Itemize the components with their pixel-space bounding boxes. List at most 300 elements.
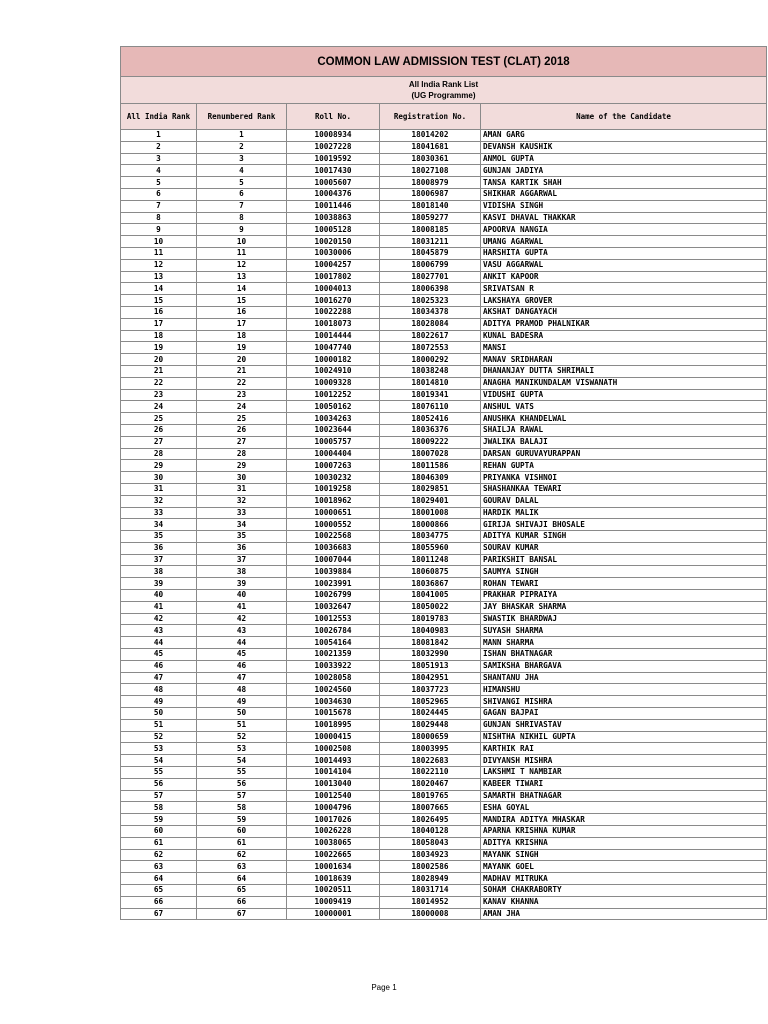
registration-no-cell: 18003995 [380,743,481,755]
col-header-candidate-name: Name of the Candidate [481,104,767,130]
renumbered-rank-cell: 11 [197,247,287,259]
renumbered-rank-cell: 18 [197,330,287,342]
table-row [121,177,767,189]
all-india-rank-cell: 17 [121,318,197,330]
renumbered-rank-cell: 52 [197,731,287,743]
candidate-name-cell: MANSI [481,342,767,354]
roll-no-cell: 10000415 [287,731,380,743]
candidate-name-cell: ADITYA KRISHNA [481,837,767,849]
renumbered-rank-cell: 19 [197,342,287,354]
candidate-name-cell: SHAILJA RAWAL [481,424,767,436]
registration-no-cell: 18072553 [380,342,481,354]
table-row [121,259,767,271]
renumbered-rank-cell: 24 [197,401,287,413]
renumbered-rank-cell: 35 [197,531,287,543]
all-india-rank-cell: 18 [121,330,197,342]
page-number: Page 1 [371,983,397,992]
roll-no-cell: 10032647 [287,601,380,613]
renumbered-rank-cell: 64 [197,873,287,885]
renumbered-rank-cell: 48 [197,684,287,696]
candidate-name-cell: AMAN JHA [481,908,767,920]
roll-no-cell: 10011446 [287,200,380,212]
registration-no-cell: 18018140 [380,200,481,212]
candidate-name-cell: VIDUSHI GUPTA [481,389,767,401]
all-india-rank-cell: 4 [121,165,197,177]
all-india-rank-cell: 58 [121,802,197,814]
table-row [121,767,767,779]
registration-no-cell: 18029851 [380,483,481,495]
candidate-name-cell: DARSAN GURUVAYURAPPAN [481,448,767,460]
candidate-name-cell: LAKSHMI T NAMBIAR [481,767,767,779]
table-row [121,708,767,720]
candidate-name-cell: GOURAV DALAL [481,495,767,507]
roll-no-cell: 10014104 [287,767,380,779]
candidate-name-cell: PRAKHAR PIPRAIYA [481,590,767,602]
renumbered-rank-cell: 61 [197,837,287,849]
all-india-rank-cell: 65 [121,885,197,897]
candidate-name-cell: DHANANJAY DUTTA SHRIMALI [481,365,767,377]
candidate-name-cell: HIMANSHU [481,684,767,696]
roll-no-cell: 10004257 [287,259,380,271]
roll-no-cell: 10005607 [287,177,380,189]
renumbered-rank-cell: 9 [197,224,287,236]
registration-no-cell: 18032990 [380,649,481,661]
all-india-rank-cell: 11 [121,247,197,259]
all-india-rank-cell: 40 [121,590,197,602]
roll-no-cell: 10027228 [287,141,380,153]
candidate-name-cell: MANN SHARMA [481,637,767,649]
candidate-name-cell: GUNJAN SHRIVASTAV [481,719,767,731]
registration-no-cell: 18034378 [380,306,481,318]
all-india-rank-cell: 56 [121,778,197,790]
registration-no-cell: 18000659 [380,731,481,743]
col-header-roll-no: Roll No. [287,104,380,130]
roll-no-cell: 10017430 [287,165,380,177]
registration-no-cell: 18028949 [380,873,481,885]
all-india-rank-cell: 12 [121,259,197,271]
candidate-name-cell: SRIVATSAN R [481,283,767,295]
roll-no-cell: 10000001 [287,908,380,920]
all-india-rank-cell: 52 [121,731,197,743]
all-india-rank-cell: 57 [121,790,197,802]
renumbered-rank-cell: 16 [197,306,287,318]
renumbered-rank-cell: 12 [197,259,287,271]
table-row [121,755,767,767]
candidate-name-cell: HARDIK MALIK [481,507,767,519]
registration-no-cell: 18050022 [380,601,481,613]
registration-no-cell: 18055960 [380,542,481,554]
candidate-name-cell: MANAV SRIDHARAN [481,354,767,366]
candidate-name-cell: MADHAV MITRUKA [481,873,767,885]
candidate-name-cell: ANMOL GUPTA [481,153,767,165]
renumbered-rank-cell: 21 [197,365,287,377]
registration-no-cell: 18037723 [380,684,481,696]
renumbered-rank-cell: 46 [197,660,287,672]
table-row [121,472,767,484]
all-india-rank-cell: 5 [121,177,197,189]
table-row [121,731,767,743]
table-row [121,377,767,389]
column-header-row [121,104,767,130]
renumbered-rank-cell: 30 [197,472,287,484]
candidate-name-cell: SAMIKSHA BHARGAVA [481,660,767,672]
roll-no-cell: 10004404 [287,448,380,460]
roll-no-cell: 10030232 [287,472,380,484]
renumbered-rank-cell: 23 [197,389,287,401]
registration-no-cell: 18008185 [380,224,481,236]
all-india-rank-cell: 59 [121,814,197,826]
all-india-rank-cell: 38 [121,566,197,578]
roll-no-cell: 10020511 [287,885,380,897]
table-row [121,424,767,436]
registration-no-cell: 18000292 [380,354,481,366]
registration-no-cell: 18030361 [380,153,481,165]
renumbered-rank-cell: 15 [197,295,287,307]
table-row [121,849,767,861]
table-row [121,826,767,838]
table-row [121,283,767,295]
roll-no-cell: 10024910 [287,365,380,377]
registration-no-cell: 18052965 [380,696,481,708]
subtitle [121,77,767,104]
renumbered-rank-cell: 45 [197,649,287,661]
table-row [121,247,767,259]
renumbered-rank-cell: 42 [197,613,287,625]
candidate-name-cell: ANAGHA MANIKUNDALAM VISWANATH [481,377,767,389]
candidate-name-cell: SHIKHAR AGGARWAL [481,188,767,200]
renumbered-rank-cell: 33 [197,507,287,519]
all-india-rank-cell: 55 [121,767,197,779]
renumbered-rank-cell: 34 [197,519,287,531]
table-row [121,837,767,849]
renumbered-rank-cell: 38 [197,566,287,578]
roll-no-cell: 10038065 [287,837,380,849]
roll-no-cell: 10034263 [287,413,380,425]
all-india-rank-cell: 44 [121,637,197,649]
all-india-rank-cell: 67 [121,908,197,920]
candidate-name-cell: SUYASH SHARMA [481,625,767,637]
table-row [121,495,767,507]
renumbered-rank-cell: 59 [197,814,287,826]
all-india-rank-cell: 21 [121,365,197,377]
registration-no-cell: 18014952 [380,896,481,908]
all-india-rank-cell: 6 [121,188,197,200]
table-row [121,153,767,165]
registration-no-cell: 18007028 [380,448,481,460]
registration-no-cell: 18002586 [380,861,481,873]
candidate-name-cell: DEVANSH KAUSHIK [481,141,767,153]
table-row [121,236,767,248]
registration-no-cell: 18081842 [380,637,481,649]
roll-no-cell: 10000552 [287,519,380,531]
roll-no-cell: 10026228 [287,826,380,838]
registration-no-cell: 18034923 [380,849,481,861]
roll-no-cell: 10021359 [287,649,380,661]
roll-no-cell: 10002508 [287,743,380,755]
renumbered-rank-cell: 20 [197,354,287,366]
table-row [121,318,767,330]
registration-no-cell: 18024445 [380,708,481,720]
registration-no-cell: 18011248 [380,554,481,566]
candidate-name-cell: ANKIT KAPOOR [481,271,767,283]
registration-no-cell: 18041005 [380,590,481,602]
table-row [121,330,767,342]
table-row [121,436,767,448]
roll-no-cell: 10028058 [287,672,380,684]
registration-no-cell: 18000866 [380,519,481,531]
candidate-name-cell: HARSHITA GUPTA [481,247,767,259]
registration-no-cell: 18045879 [380,247,481,259]
renumbered-rank-cell: 32 [197,495,287,507]
renumbered-rank-cell: 58 [197,802,287,814]
registration-no-cell: 18027701 [380,271,481,283]
table-row [121,802,767,814]
all-india-rank-cell: 45 [121,649,197,661]
registration-no-cell: 18060875 [380,566,481,578]
renumbered-rank-cell: 27 [197,436,287,448]
all-india-rank-cell: 66 [121,896,197,908]
renumbered-rank-cell: 39 [197,578,287,590]
renumbered-rank-cell: 53 [197,743,287,755]
candidate-name-cell: VIDISHA SINGH [481,200,767,212]
roll-no-cell: 10001634 [287,861,380,873]
registration-no-cell: 18014810 [380,377,481,389]
registration-no-cell: 18031211 [380,236,481,248]
renumbered-rank-cell: 41 [197,601,287,613]
candidate-name-cell: PARIKSHIT BANSAL [481,554,767,566]
roll-no-cell: 10026784 [287,625,380,637]
all-india-rank-cell: 63 [121,861,197,873]
roll-no-cell: 10012553 [287,613,380,625]
all-india-rank-cell: 14 [121,283,197,295]
candidate-name-cell: SAUMYA SINGH [481,566,767,578]
all-india-rank-cell: 15 [121,295,197,307]
all-india-rank-cell: 35 [121,531,197,543]
all-india-rank-cell: 13 [121,271,197,283]
all-india-rank-cell: 22 [121,377,197,389]
candidate-name-cell: NISHTHA NIKHIL GUPTA [481,731,767,743]
registration-no-cell: 18036376 [380,424,481,436]
table-row [121,389,767,401]
all-india-rank-cell: 19 [121,342,197,354]
table-row [121,519,767,531]
renumbered-rank-cell: 67 [197,908,287,920]
table-row [121,224,767,236]
candidate-name-cell: LAKSHAYA GROVER [481,295,767,307]
registration-no-cell: 18000008 [380,908,481,920]
registration-no-cell: 18001008 [380,507,481,519]
registration-no-cell: 18029448 [380,719,481,731]
candidate-name-cell: ROHAN TEWARI [481,578,767,590]
table-row [121,672,767,684]
candidate-name-cell: KANAV KHANNA [481,896,767,908]
registration-no-cell: 18038248 [380,365,481,377]
candidate-name-cell: ANSHUL VATS [481,401,767,413]
candidate-name-cell: MAYANK GOEL [481,861,767,873]
renumbered-rank-cell: 37 [197,554,287,566]
roll-no-cell: 10008934 [287,130,380,142]
renumbered-rank-cell: 22 [197,377,287,389]
table-row [121,885,767,897]
all-india-rank-cell: 9 [121,224,197,236]
all-india-rank-cell: 30 [121,472,197,484]
table-row [121,200,767,212]
roll-no-cell: 10004376 [287,188,380,200]
registration-no-cell: 18042951 [380,672,481,684]
table-row [121,460,767,472]
candidate-name-cell: ADITYA PRAMOD PHALNIKAR [481,318,767,330]
registration-no-cell: 18019783 [380,613,481,625]
renumbered-rank-cell: 5 [197,177,287,189]
table-row [121,542,767,554]
all-india-rank-cell: 49 [121,696,197,708]
roll-no-cell: 10017802 [287,271,380,283]
renumbered-rank-cell: 6 [197,188,287,200]
roll-no-cell: 10018639 [287,873,380,885]
all-india-rank-cell: 41 [121,601,197,613]
table-row [121,295,767,307]
roll-no-cell: 10023644 [287,424,380,436]
title-row [121,47,767,77]
roll-no-cell: 10018073 [287,318,380,330]
registration-no-cell: 18040983 [380,625,481,637]
roll-no-cell: 10023991 [287,578,380,590]
candidate-name-cell: AKSHAT DANGAYACH [481,306,767,318]
all-india-rank-cell: 7 [121,200,197,212]
all-india-rank-cell: 8 [121,212,197,224]
roll-no-cell: 10009328 [287,377,380,389]
registration-no-cell: 18028084 [380,318,481,330]
candidate-name-cell: ISHAN BHATNAGAR [481,649,767,661]
table-row [121,778,767,790]
roll-no-cell: 10038863 [287,212,380,224]
col-header-registration-no: Registration No. [380,104,481,130]
candidate-name-cell: SWASTIK BHARDWAJ [481,613,767,625]
renumbered-rank-cell: 51 [197,719,287,731]
registration-no-cell: 18052416 [380,413,481,425]
registration-no-cell: 18051913 [380,660,481,672]
candidate-name-cell: TANSA KARTIK SHAH [481,177,767,189]
table-row [121,590,767,602]
roll-no-cell: 10020150 [287,236,380,248]
renumbered-rank-cell: 54 [197,755,287,767]
table-row [121,660,767,672]
roll-no-cell: 10009419 [287,896,380,908]
registration-no-cell: 18029401 [380,495,481,507]
table-row [121,188,767,200]
candidate-name-cell: MAYANK SINGH [481,849,767,861]
registration-no-cell: 18008979 [380,177,481,189]
roll-no-cell: 10017026 [287,814,380,826]
all-india-rank-cell: 28 [121,448,197,460]
all-india-rank-cell: 50 [121,708,197,720]
all-india-rank-cell: 16 [121,306,197,318]
renumbered-rank-cell: 2 [197,141,287,153]
candidate-name-cell: ADITYA KUMAR SINGH [481,531,767,543]
all-india-rank-cell: 61 [121,837,197,849]
table-row [121,130,767,142]
registration-no-cell: 18006799 [380,259,481,271]
all-india-rank-cell: 51 [121,719,197,731]
table-row [121,684,767,696]
candidate-name-cell: MANDIRA ADITYA MHASKAR [481,814,767,826]
all-india-rank-cell: 23 [121,389,197,401]
renumbered-rank-cell: 25 [197,413,287,425]
all-india-rank-cell: 24 [121,401,197,413]
renumbered-rank-cell: 40 [197,590,287,602]
registration-no-cell: 18046309 [380,472,481,484]
all-india-rank-cell: 34 [121,519,197,531]
roll-no-cell: 10007263 [287,460,380,472]
registration-no-cell: 18011586 [380,460,481,472]
roll-no-cell: 10034630 [287,696,380,708]
table-body [121,130,767,920]
all-india-rank-cell: 42 [121,613,197,625]
table-row [121,483,767,495]
roll-no-cell: 10000651 [287,507,380,519]
roll-no-cell: 10033922 [287,660,380,672]
table-row [121,271,767,283]
all-india-rank-cell: 43 [121,625,197,637]
subtitle-row [121,77,767,104]
candidate-name-cell: VASU AGGARWAL [481,259,767,271]
renumbered-rank-cell: 31 [197,483,287,495]
table-row [121,507,767,519]
table-row [121,448,767,460]
registration-no-cell: 18027108 [380,165,481,177]
roll-no-cell: 10039884 [287,566,380,578]
renumbered-rank-cell: 14 [197,283,287,295]
roll-no-cell: 10016270 [287,295,380,307]
renumbered-rank-cell: 7 [197,200,287,212]
candidate-name-cell: AMAN GARG [481,130,767,142]
all-india-rank-cell: 20 [121,354,197,366]
roll-no-cell: 10054164 [287,637,380,649]
table-row [121,790,767,802]
table-row [121,873,767,885]
candidate-name-cell: APOORVA NANGIA [481,224,767,236]
renumbered-rank-cell: 1 [197,130,287,142]
roll-no-cell: 10004796 [287,802,380,814]
candidate-name-cell: ESHA GOYAL [481,802,767,814]
candidate-name-cell: KARTHIK RAI [481,743,767,755]
roll-no-cell: 10005128 [287,224,380,236]
table-row [121,342,767,354]
all-india-rank-cell: 37 [121,554,197,566]
subtitle-line1: All India Rank List [408,80,479,89]
table-row [121,861,767,873]
roll-no-cell: 10022568 [287,531,380,543]
registration-no-cell: 18007665 [380,802,481,814]
table-row [121,578,767,590]
renumbered-rank-cell: 10 [197,236,287,248]
renumbered-rank-cell: 63 [197,861,287,873]
roll-no-cell: 10004013 [287,283,380,295]
candidate-name-cell: JWALIKA BALAJI [481,436,767,448]
table-row [121,625,767,637]
all-india-rank-cell: 53 [121,743,197,755]
candidate-name-cell: PRIYANKA VISHNOI [481,472,767,484]
candidate-name-cell: REHAN GUPTA [481,460,767,472]
all-india-rank-cell: 1 [121,130,197,142]
roll-no-cell: 10014493 [287,755,380,767]
table-row [121,637,767,649]
roll-no-cell: 10036683 [287,542,380,554]
renumbered-rank-cell: 49 [197,696,287,708]
all-india-rank-cell: 26 [121,424,197,436]
all-india-rank-cell: 27 [121,436,197,448]
renumbered-rank-cell: 60 [197,826,287,838]
